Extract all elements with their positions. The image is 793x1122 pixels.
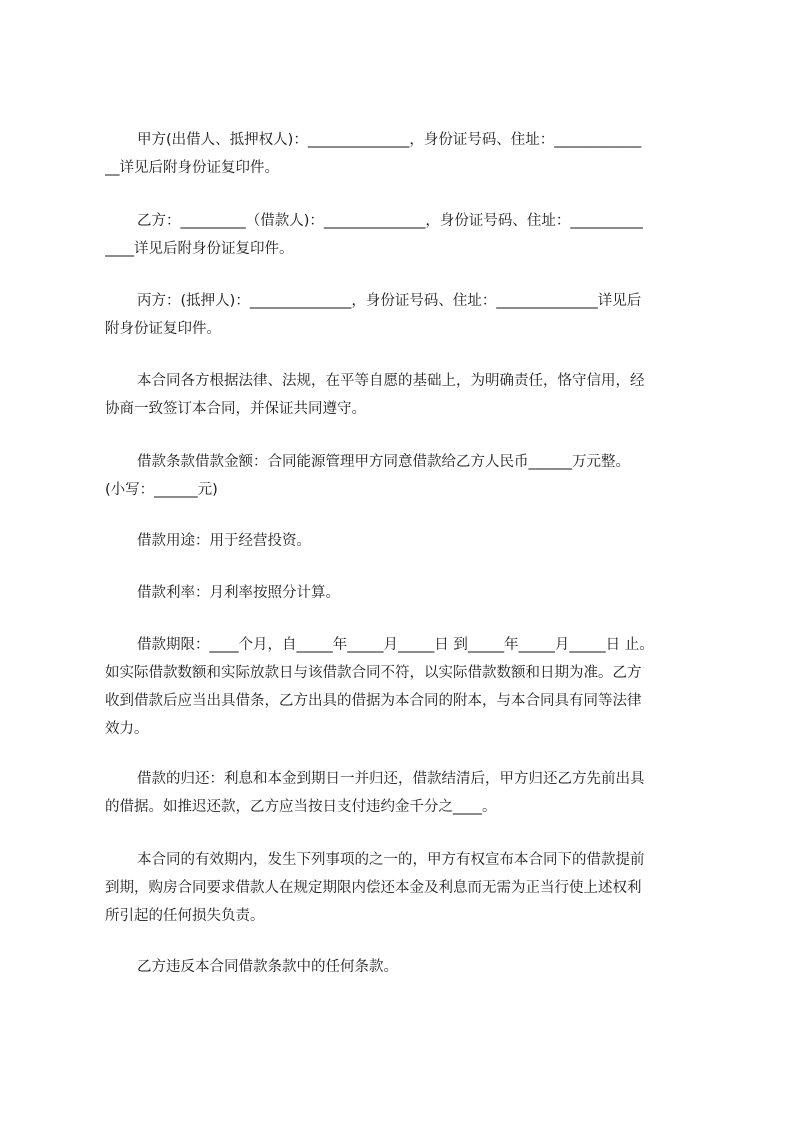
text-line: 如实际借款数额和实际放款日与该借款合同不符，以实际借款数额和日期为准。乙方: [105, 665, 642, 681]
paragraph-loan-repayment: [105, 765, 702, 821]
paragraph-party-c: [105, 287, 702, 343]
text-line: __详见后附身份证复印件。: [105, 160, 279, 176]
paragraph-loan-term: [105, 631, 702, 743]
text-line: 的借据。如推迟还款，乙方应当按日支付违约金千分之____。: [105, 799, 497, 815]
text-line: 乙方：_________（借款人)：______________，身份证号码、住址：__________: [137, 213, 643, 229]
text-line: 借款的归还：利息和本金到期日一并归还，借款结清后，甲方归还乙方先前出具: [137, 771, 645, 787]
text-line: 协商一致签订本合同，并保证共同遵守。: [105, 401, 366, 417]
paragraph-loan-purpose: [105, 527, 702, 555]
text-line: 甲方(出借人、抵押权人)：______________，身份证号码、住址：____________: [137, 132, 642, 148]
paragraph-validity: [105, 846, 702, 930]
text-line: 所引起的任何损失负责。: [105, 908, 265, 924]
paragraph-loan-rate: [105, 579, 702, 607]
text-line: 收到借款后应当出具借条，乙方出具的借据为本合同的附本，与本合同具有同等法律: [105, 693, 642, 709]
text-line: ____详见后附身份证复印件。: [105, 241, 294, 257]
text-line: 乙方违反本合同借款条款中的任何条款。: [137, 959, 398, 975]
text-line: 借款期限：____个月，自_____年_____月_____日 到_____年_____月_____日 止。: [137, 637, 654, 653]
text-line: 丙方：(抵押人)：______________，身份证号码、住址：______________详见后: [137, 293, 642, 309]
text-line: (小写：______元): [105, 482, 218, 498]
text-line: 本合同各方根据法律、法规，在平等自愿的基础上，为明确责任，恪守信用，经: [137, 373, 645, 389]
text-line: 附身份证复印件。: [105, 321, 221, 337]
paragraph-preamble: [105, 367, 702, 423]
text-line: 本合同的有效期内，发生下列事项的之一的，甲方有权宣布本合同下的借款提前: [137, 852, 645, 868]
text-line: 借款条款借款金额：合同能源管理甲方同意借款给乙方人民币______万元整。: [137, 454, 630, 470]
paragraph-party-a: [105, 126, 702, 182]
text-line: 到期，购房合同要求借款人在规定期限内偿还本金及利息而无需为正当行使上述权利: [105, 880, 642, 896]
text-line: 效力。: [105, 721, 149, 737]
paragraph-loan-amount: [105, 448, 702, 504]
paragraph-party-b: [105, 207, 702, 263]
text-line: 借款用途：用于经营投资。: [137, 533, 311, 549]
text-line: 借款利率：月利率按照分计算。: [137, 585, 340, 601]
paragraph-breach: [105, 953, 702, 981]
